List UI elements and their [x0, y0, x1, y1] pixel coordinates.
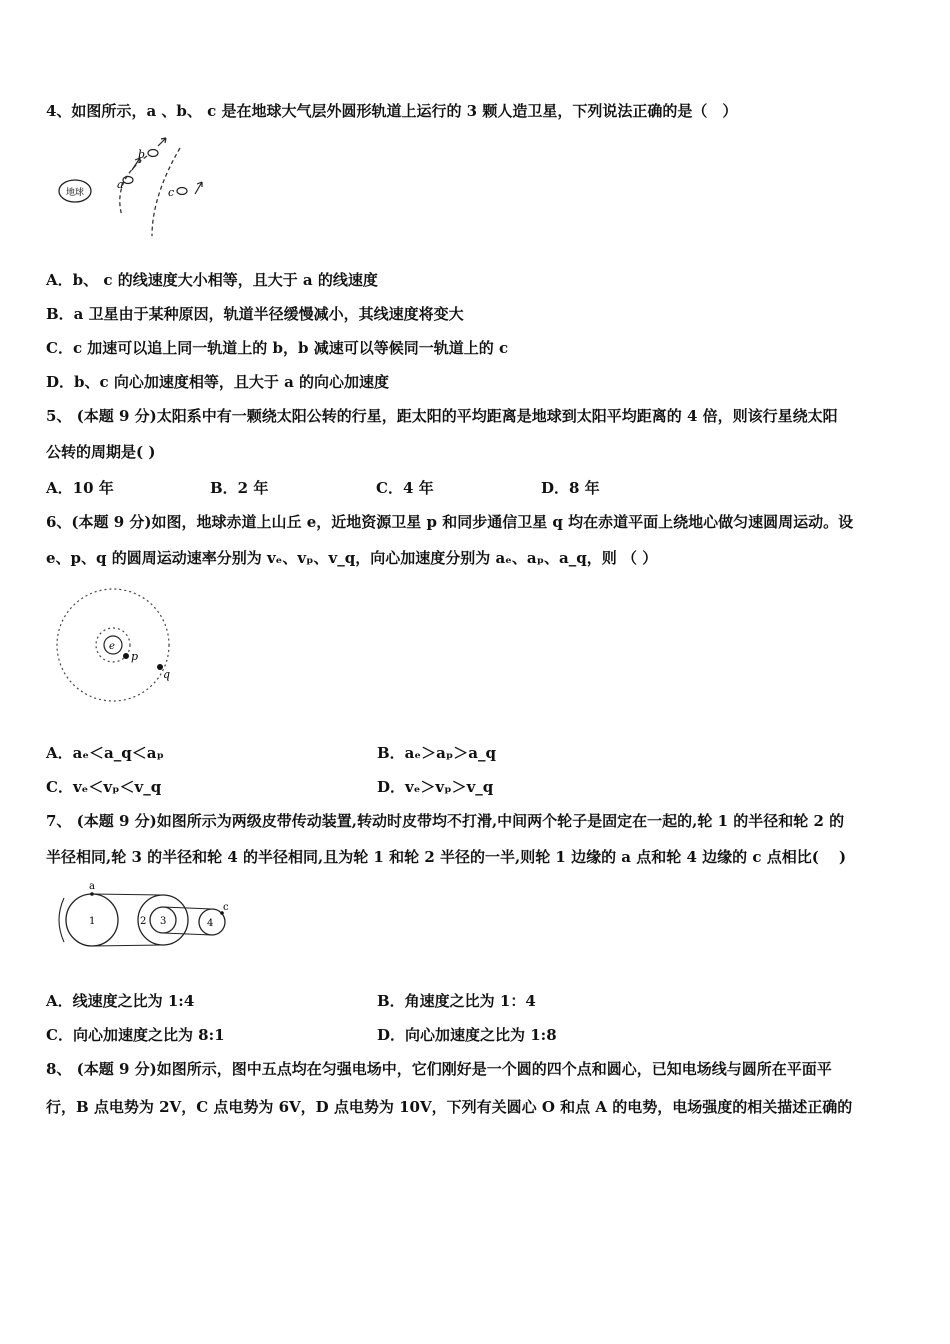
rotation-arrow-icon — [59, 898, 64, 942]
q5-option-b: B．2 年 — [210, 479, 269, 497]
q7-option-d: D．向心加速度之比为 1:8 — [377, 1026, 557, 1044]
q6-stem-line2: e、p、q 的圆周运动速率分别为 vₑ、vₚ、v_q，向心加速度分别为 aₑ、aₚ、a_q，则 （ ） — [46, 549, 658, 567]
satellite-p — [123, 653, 129, 659]
q5-option-c: C．4 年 — [376, 479, 434, 497]
wheel-2-label: 2 — [140, 916, 147, 927]
label-e: e — [109, 641, 115, 652]
wheel-1-label: 1 — [89, 916, 96, 927]
belt-1-bottom — [92, 945, 163, 946]
q7-option-b: B．角速度之比为 1：4 — [377, 992, 536, 1010]
q5-option-d: D．8 年 — [541, 479, 600, 497]
orbit-bc — [152, 148, 180, 236]
q4-option-c: C．c 加速可以追上同一轨道上的 b，b 减速可以等候同一轨道上的 c — [46, 339, 509, 357]
wheel-3-label: 3 — [160, 916, 167, 927]
satellite-a — [123, 177, 133, 184]
q7-stem-line2: 半径相同,轮 3 的半径和轮 4 的半径相同,且为轮 1 和轮 2 半径的一半,则轮 1 边缘的 a 点和轮 4 边缘的 c 点相比( ) — [46, 848, 847, 866]
q6-stem-line1: 6、(本题 9 分)如图，地球赤道上山丘 e，近地资源卫星 p 和同步通信卫星 q 均在赤道平面上绕地心做匀速圆周运动。设 — [46, 513, 854, 531]
q6-option-d: D．vₑ＞vₚ＞v_q — [377, 778, 494, 796]
arrow-c-icon — [195, 182, 202, 194]
label-c: c — [168, 186, 175, 199]
label-c: c — [223, 902, 229, 913]
q4-orbit-figure — [52, 136, 217, 242]
q8-stem-line1: 8、 (本题 9 分)如图所示，图中五点均在匀强电场中，它们刚好是一个圆的四个点和圆心，已知电场线与圆所在平面平 — [46, 1060, 832, 1078]
q6-option-b: B．aₑ＞aₚ＞a_q — [377, 744, 496, 762]
label-p: p — [131, 650, 139, 663]
q5-stem-line2: 公转的周期是( ) — [46, 443, 156, 461]
arrow-a-icon — [132, 158, 140, 170]
q4-option-d: D．b、c 向心加速度相等，且大于 a 的向心加速度 — [46, 373, 390, 391]
q4-stem: 4、如图所示，a 、b、 c 是在地球大气层外圆形轨道上运行的 3 颗人造卫星，下列说法正确的是（ ） — [46, 102, 738, 120]
q7-belt-figure — [52, 880, 237, 955]
belt-1-top — [92, 894, 163, 895]
q8-stem-line2: 行，B 点电势为 2V，C 点电势为 6V，D 点电势为 10V，下列有关圆心 O 和点 A 的电势，电场强度的相关描述正确的 — [46, 1098, 853, 1116]
q6-orbit-figure — [52, 585, 187, 707]
q7-option-a: A．线速度之比为 1:4 — [46, 992, 195, 1010]
satellite-c — [177, 188, 187, 195]
q4-option-a: A．b、 c 的线速度大小相等，且大于 a 的线速度 — [46, 271, 378, 289]
label-b: b — [138, 148, 146, 161]
q5-option-a: A．10 年 — [46, 479, 114, 497]
q4-option-b: B．a 卫星由于某种原因，轨道半径缓慢减小，其线速度将变大 — [46, 305, 464, 323]
earth-label: 地球 — [65, 188, 85, 198]
orbit-a — [120, 156, 147, 216]
q7-stem-line1: 7、 (本题 9 分)如图所示为两级皮带传动装置,转动时皮带均不打滑,中间两个轮子是固定在一起的,轮 1 的半径和轮 2 的 — [46, 812, 845, 830]
arrow-b-icon — [158, 138, 166, 146]
label-a: a — [117, 178, 124, 191]
q7-option-c: C．向心加速度之比为 8:1 — [46, 1026, 225, 1044]
q6-option-c: C．vₑ＜vₚ＜v_q — [46, 778, 162, 796]
wheel-4-label: 4 — [207, 918, 214, 929]
label-a: a — [89, 881, 95, 892]
satellite-b — [148, 150, 158, 157]
q5-stem-line1: 5、 (本题 9 分)太阳系中有一颗绕太阳公转的行星，距太阳的平均距离是地球到太阳平均距离的 4 倍，则该行星绕太阳 — [46, 407, 838, 425]
q6-option-a: A．aₑ＜a_q＜aₚ — [46, 744, 164, 762]
label-q: q — [163, 668, 171, 681]
